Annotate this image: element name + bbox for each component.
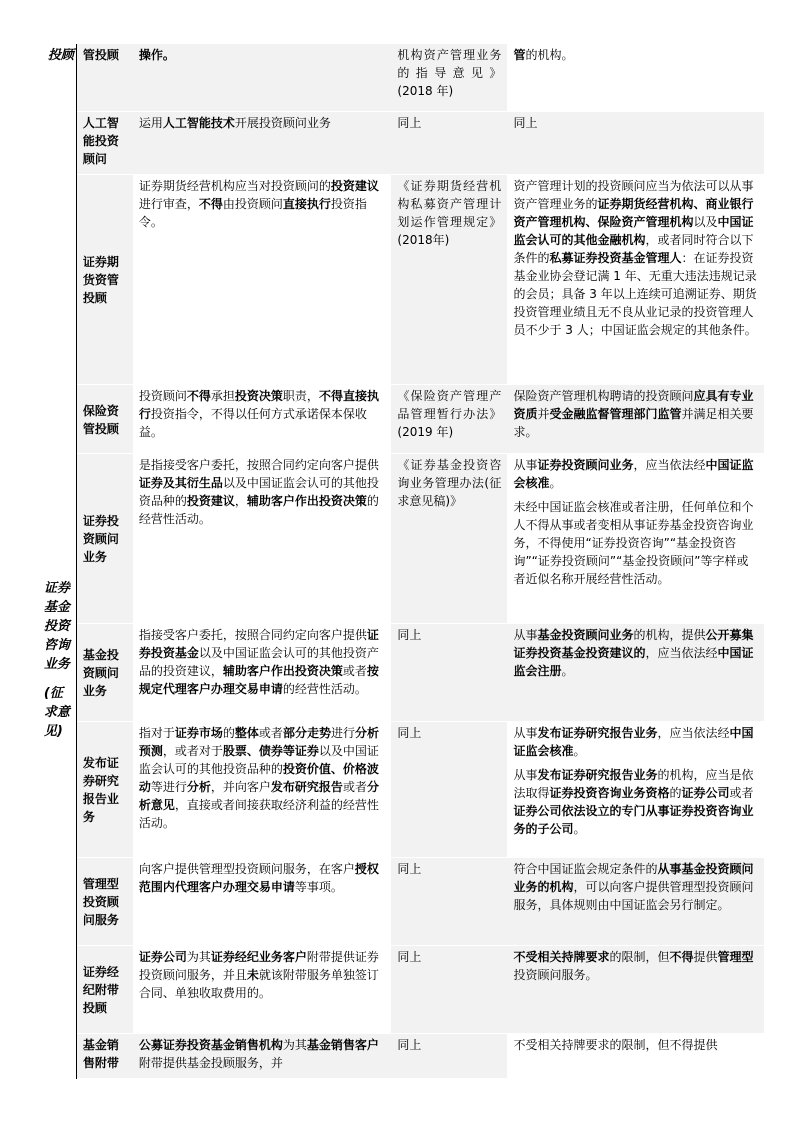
business-type-cell [76, 174, 132, 384]
text-run: 投资顾问服务。 [513, 967, 598, 982]
emphasized-text: 分析 [186, 779, 211, 794]
text-run: 提供 [693, 949, 718, 964]
requirement-paragraph [513, 626, 758, 680]
text-run: 运用 [138, 115, 163, 130]
text-run: 符合中国证监会规定条件的 [513, 861, 658, 876]
source-text: 同上 [397, 627, 422, 642]
text-run: ：在证券投资基金业协会登记满 1 年、无重大违法违规记录的会员；具备 3 年以上连续可追溯证券、期货投资管理业绩且无不良从业记录的投资管理人员不少于 3 人；中国证监会规定的其他条件。 [513, 250, 757, 337]
table-row [26, 945, 764, 1033]
requirement-paragraph [513, 177, 758, 339]
requirement-cell [507, 384, 764, 453]
text-run: 。 [549, 475, 562, 490]
requirement-cell [507, 44, 764, 111]
emphasized-text: 发布证券研究报告业务 [537, 767, 658, 782]
text-run: 指对于 [138, 725, 175, 740]
emphasized-text: 证券及其衍生品 [138, 475, 223, 490]
text-run: ，或者对于 [162, 743, 223, 758]
source-text: 同上 [397, 861, 422, 876]
source-text: 《保险资产管理产品管理暂行办法》(2019 年) [397, 388, 502, 439]
category-cell [26, 111, 76, 1078]
table-row [26, 1033, 764, 1078]
business-type-label: 管理型投资顾问服务 [82, 877, 119, 927]
source-cell [391, 44, 507, 111]
emphasized-text: 证券期货经营机构、商业银行资产管理机构、保险资产管理机构 [513, 196, 754, 229]
text-run: 附带提供证券投资顾问服务，并且 [138, 949, 379, 982]
text-run: ， [234, 493, 247, 508]
source-text: 《证券基金投资咨询业务管理办法(征求意见稿)》 [397, 457, 502, 508]
table-row [26, 384, 764, 453]
emphasized-text: 不受相关持牌要求 [513, 949, 610, 964]
emphasized-text: 发布研究报告 [270, 779, 343, 794]
business-type-label: 基金投资顾问业务 [82, 648, 119, 698]
definition-cell [133, 111, 392, 174]
text-run: 从事 [513, 767, 538, 782]
emphasized-text: 私募证券投资基金管理人 [549, 250, 682, 265]
source-text: 机构资产管理业务的指导意见》(2018 年) [397, 48, 502, 98]
text-run: 或者 [258, 725, 283, 740]
emphasized-text: 受金融监督管理部门监管 [549, 406, 682, 421]
emphasized-text: 管理型 [717, 949, 754, 964]
text-run: 为其 [282, 1037, 307, 1052]
business-type-cell [76, 945, 132, 1033]
requirement-cell [507, 945, 764, 1033]
emphasized-text: 证券公司 [138, 949, 187, 964]
text-run: 或者 [342, 663, 367, 678]
text-run: 等进行 [150, 779, 187, 794]
requirement-paragraph [513, 766, 758, 838]
emphasized-text: 股票、债券等证券 [222, 743, 319, 758]
business-type-cell [76, 857, 132, 945]
requirement-cell [507, 623, 764, 721]
text-run: 投资顾问 [138, 388, 187, 403]
text-run: 不受相关持牌要求的限制，但不得提供 [513, 1037, 718, 1052]
definition-cell [133, 44, 392, 111]
business-type-label: 证券经纪附带投顾 [82, 965, 119, 1015]
source-text: 同上 [397, 949, 422, 964]
text-run: 为其 [186, 949, 211, 964]
source-text: 同上 [397, 725, 422, 740]
emphasized-text: 证券经纪业务客户 [210, 949, 307, 964]
text-run: 以及中国证监会认可的其他投资产品的投资建议， [138, 645, 379, 678]
text-run: 。 [573, 743, 586, 758]
emphasized-text: 中国证监会核准 [513, 457, 754, 490]
emphasized-text: 直接执行 [282, 196, 331, 211]
business-type-cell [76, 623, 132, 721]
text-run: 。 [561, 663, 574, 678]
business-type-cell [76, 384, 132, 453]
emphasized-text: 中国证监会认可的其他金融机构 [513, 214, 754, 247]
text-run: 指接受客户委托，按照合同约定向客户提供 [138, 627, 367, 642]
emphasized-text: 投资建议 [186, 493, 235, 508]
emphasized-text: 整体 [234, 725, 259, 740]
table-row [26, 44, 764, 111]
requirement-paragraph [513, 46, 758, 64]
emphasized-text: 操作。 [138, 48, 175, 62]
emphasized-text: 证券投资顾问业务 [537, 457, 634, 472]
text-run: ，直接或者间接获取经济利益的经营性活动。 [138, 797, 379, 830]
source-cell [391, 111, 507, 174]
text-run: 保险资产管理机构聘请的投资顾问 [513, 388, 694, 403]
emphasized-text: 分析意见 [138, 779, 379, 812]
text-run: 的机构，提供 [633, 627, 706, 642]
table-row [26, 857, 764, 945]
text-run: ，应当依法经 [633, 457, 706, 472]
emphasized-text: 不得直接执行 [138, 388, 379, 421]
text-run: 投资指令，不得以任何方式承诺保本保收益。 [138, 406, 367, 439]
category-label: 证券基金投资咨询业务 [43, 581, 70, 672]
text-run: 或者 [342, 779, 367, 794]
table-row [26, 174, 764, 384]
emphasized-text: 中国证监会注册 [513, 645, 754, 678]
emphasized-text: 人工智能技术 [162, 115, 235, 130]
text-run: ，应当依法经 [645, 645, 718, 660]
business-type-label: 基金销售附带 [82, 1037, 119, 1070]
emphasized-text: 未 [246, 967, 259, 982]
text-run: 进行 [330, 725, 355, 740]
text-run: 从事 [513, 725, 538, 740]
text-run: 或者 [729, 785, 754, 800]
requirement-paragraph [513, 387, 758, 441]
text-run: 是指接受客户委托，按照合同约定向客户提供 [138, 457, 379, 472]
table-row [26, 453, 764, 623]
text-run: 并 [537, 406, 550, 421]
emphasized-text: 按规定代理客户办理交易申请 [138, 663, 379, 696]
text-run: 资产管理计划的投资顾问应当为依法可以从事资产管理业务的 [513, 178, 754, 211]
business-type-cell [76, 1033, 132, 1078]
emphasized-text: 从事基金投资顾问业务的机构 [513, 861, 754, 894]
category-cell [26, 44, 76, 111]
text-run: 由投资顾问 [222, 196, 283, 211]
definition-cell [133, 721, 392, 857]
text-run: 从事 [513, 457, 538, 472]
source-cell [391, 857, 507, 945]
table-row [26, 111, 764, 174]
source-text: 同上 [397, 115, 422, 130]
text-run: 附带提供基金投顾服务，并 [138, 1055, 283, 1070]
requirement-cell [507, 111, 764, 174]
emphasized-text: 公募证券投资基金销售机构 [138, 1037, 283, 1052]
emphasized-text: 基金投资顾问业务 [537, 627, 634, 642]
text-run: 未经中国证监会核准或者注册，任何单位和个人不得从事或者变相从事证券基金投资咨询业务，不得使用“证券投资咨询”“基金投资咨询”“证券投资顾问”“基金投资顾问”等字样或者近似名称开展经营性活动。 [513, 499, 754, 586]
emphasized-text: 辅助客户作出投资决策 [246, 493, 367, 508]
requirement-paragraph [513, 456, 758, 492]
text-run: 的机构。 [525, 48, 574, 62]
text-run: ，可以向客户提供管理型投资顾问服务，具体规则由中国证监会另行制定。 [513, 879, 754, 912]
business-type-cell [76, 44, 132, 111]
text-run: 。 [573, 821, 586, 836]
text-run: 职责， [282, 388, 319, 403]
requirement-paragraph [513, 1036, 758, 1054]
requirement-cell [507, 174, 764, 384]
regulation-table [26, 44, 764, 1079]
source-cell [391, 453, 507, 623]
definition-cell [133, 453, 392, 623]
emphasized-text: 证券市场 [174, 725, 223, 740]
emphasized-text: 分析预测 [138, 725, 379, 758]
emphasized-text: 证券投资基金 [138, 627, 379, 660]
definition-cell [133, 174, 392, 384]
source-cell [391, 174, 507, 384]
emphasized-text: 不得 [198, 196, 223, 211]
emphasized-text: 证券公司 [681, 785, 730, 800]
emphasized-text: 辅助客户作出投资决策 [222, 663, 343, 678]
business-type-cell [76, 453, 132, 623]
text-run: ，并向客户 [210, 779, 271, 794]
emphasized-text: 投资价值、价格波动 [138, 761, 379, 794]
text-run: 就该附带服务单独签订合同、单独收取费用的。 [138, 967, 379, 1000]
text-run: 并满足相关要求。 [513, 406, 754, 439]
source-text: 同上 [397, 1037, 422, 1052]
emphasized-text: 部分走势 [282, 725, 331, 740]
source-cell [391, 623, 507, 721]
text-run: 向客户提供管理型投资顾问服务，在客户 [138, 861, 355, 876]
emphasized-text: 不得 [186, 388, 211, 403]
business-type-label: 证券投资顾问业务 [82, 514, 119, 564]
text-run: 同上 [513, 115, 538, 130]
text-run: 从事 [513, 627, 538, 642]
source-cell [391, 384, 507, 453]
text-run: 的限制，但 [609, 949, 670, 964]
requirement-paragraph [513, 498, 758, 588]
text-run: 的机构，应当是依法取得 [513, 767, 754, 800]
source-cell [391, 1033, 507, 1078]
business-type-label: 人工智能投资顾问 [82, 115, 119, 166]
text-run: 承担 [210, 388, 235, 403]
definition-cell [133, 1033, 392, 1078]
business-type-label: 保险资管投顾 [82, 403, 119, 436]
definition-cell [133, 857, 392, 945]
source-cell [391, 945, 507, 1033]
regulation-table-page [26, 44, 764, 1079]
emphasized-text: 管 [513, 48, 526, 62]
text-run: ，或者同时符合以下条件的 [513, 232, 754, 265]
emphasized-text: 投资决策 [234, 388, 283, 403]
text-run: 以及中国证监会认可的其他投资品种的 [138, 743, 379, 776]
emphasized-text: 公开募集证券投资基金投资建议的 [513, 627, 754, 660]
business-type-label: 证券期货资管投顾 [82, 255, 119, 305]
text-run: 以及 [693, 214, 718, 229]
table-row [26, 623, 764, 721]
category-label: 投顾 [47, 48, 74, 63]
text-run: 的 [222, 725, 235, 740]
emphasized-text: 证券投资咨询业务资格 [549, 785, 670, 800]
text-run: 的经营性活动。 [282, 681, 367, 696]
source-text: 《证券期货经营机构私募资产管理计划运作管理规定》(2018年) [397, 178, 502, 247]
emphasized-text: 不得 [669, 949, 694, 964]
text-run: 投资指令。 [138, 196, 367, 229]
text-run: 的 [669, 785, 682, 800]
emphasized-text: 基金销售客户 [306, 1037, 379, 1052]
requirement-paragraph [513, 724, 758, 760]
requirement-paragraph [513, 114, 758, 132]
text-run: 开展投资顾问业务 [234, 115, 331, 130]
text-run: 证券期货经营机构应当对投资顾问的 [138, 178, 331, 193]
definition-cell [133, 384, 392, 453]
definition-cell [133, 623, 392, 721]
business-type-cell [76, 111, 132, 174]
text-run: 的经营性活动。 [138, 493, 379, 526]
requirement-cell [507, 721, 764, 857]
emphasized-text: 授权范围内代理客户办理交易申请 [138, 861, 379, 894]
requirement-paragraph [513, 860, 758, 914]
business-type-label: 管投顾 [82, 48, 119, 62]
business-type-label: 发布证券研究报告业务 [82, 756, 119, 824]
emphasized-text: 应具有专业资质 [513, 388, 754, 421]
requirement-cell [507, 1033, 764, 1078]
emphasized-text: 证券公司依法设立的专门从事证券投资咨询业务的子公司 [513, 803, 754, 836]
business-type-cell [76, 721, 132, 857]
emphasized-text: 中国证监会核准 [513, 725, 754, 758]
category-note: (征求意见) [43, 686, 70, 739]
text-run: 等事项。 [294, 879, 343, 894]
requirement-cell [507, 857, 764, 945]
source-cell [391, 721, 507, 857]
text-run: 进行审查， [138, 196, 199, 211]
text-run: 以及中国证监会认可的其他投资品种的 [138, 475, 379, 508]
definition-cell [133, 945, 392, 1033]
table-row [26, 721, 764, 857]
requirement-cell [507, 453, 764, 623]
emphasized-text: 发布证券研究报告业务 [537, 725, 658, 740]
text-run: ，应当依法经 [657, 725, 730, 740]
emphasized-text: 投资建议 [330, 178, 379, 193]
requirement-paragraph [513, 948, 758, 984]
